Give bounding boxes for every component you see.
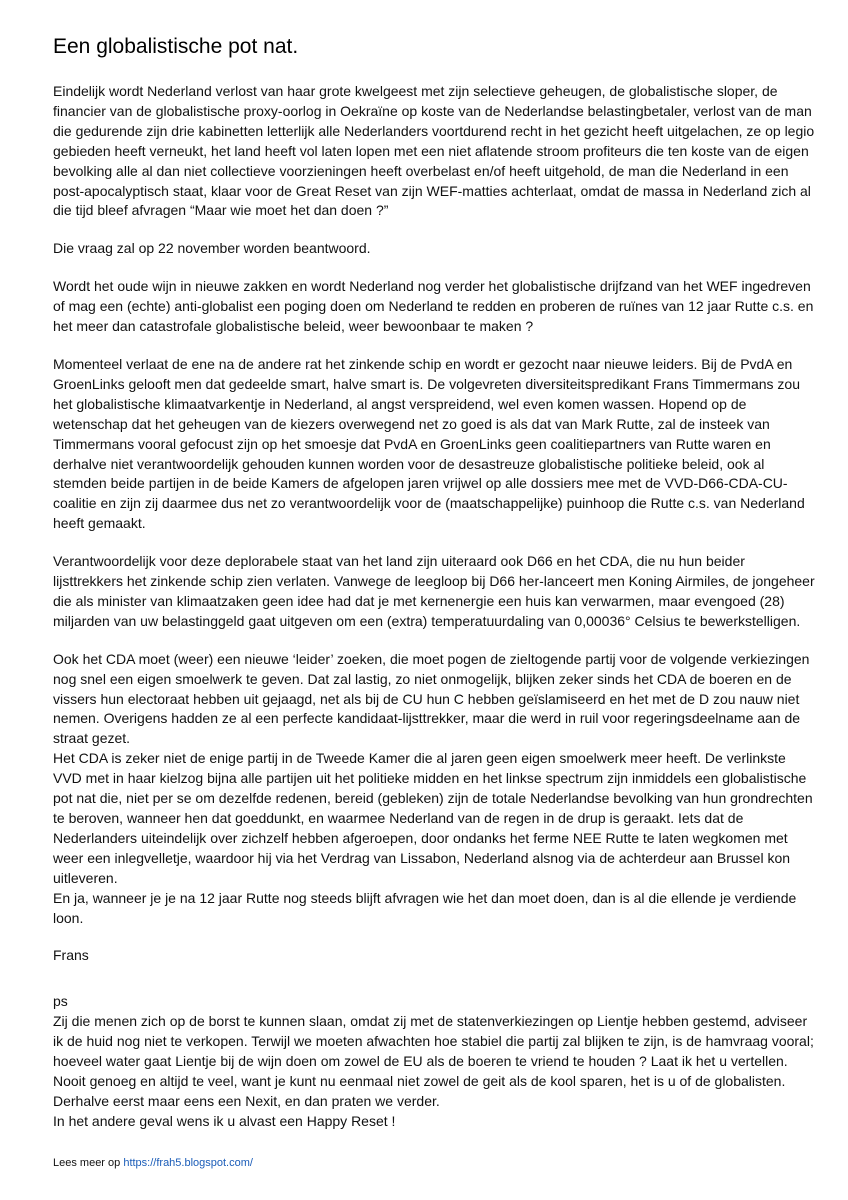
- paragraph-closing: En ja, wanneer je je na 12 jaar Rutte nog steeds blijft afvragen wie het dan moet doen, dan is al die ellende je verdiende loon.: [53, 889, 797, 926]
- paragraph-d66-cda: Verantwoordelijk voor deze deplorabele staat van het land zijn uiteraard ook D66 en het CDA, die nu hun beider lijsttrekkers het zinkende schip zien verlaten. Vanwege de leegloop bij D66 her-lanceert men Koning Airmiles, de jongeheer die als minister van klimaatzaken geen idee had dat je met kernenergie een huis kan verwarmen, maar evengoed (28) miljarden van uw belastinggeld gaat uitgeven om een (extra) temperatuurdaling van 0,00036° Celsius te bewerkstelligen.: [53, 553, 815, 629]
- footer: [53, 1156, 815, 1170]
- paragraph-tweede-kamer: Het CDA is zeker niet de enige partij in de Tweede Kamer die al jaren geen eigen smoelwerk meer heeft. De verlinkste VVD met in haar kielzog bijna alle partijen uit het politieke midden en het linkse spectrum zijn inmiddels een globalistische pot nat die, niet per se om dezelfde redenen, bereid (gebleken) zijn de totale Nederlandse bevolking van hun grondrechten te beroven, wanneer hen dat goeddunkt, en waarmee Nederland van de regen in de drup is geraakt. Iets dat de Nederlanders uiteindelijk over zichzelf hebben afgeroepen, door ondanks het ferme NEE Rutte te laten wegkomen met weer een inlegvelletje, waardoor hij via het Verdrag van Lissabon, Nederland alsnog via de achterdeur aan Brussel kon uitleveren.: [53, 750, 813, 886]
- ps-label: ps: [53, 993, 68, 1010]
- paragraph-intro: Eindelijk wordt Nederland verlost van haar grote kwelgeest met zijn selectieve geheugen, de globalistische sloper, de financier van de globalistische proxy-oorlog in Oekraïne op koste van de Nederlandse belastingbetaler, verlost van de man die gedurende zijn drie kabinetten letterlijk alle Nederlanders voortdurend recht in het gezicht heeft uitgelachen, ze op legio gebieden heeft verneukt, het land heeft vol laten lopen met een niet aflatende stroom profiteurs die ten koste van de eigen bevolking alle al dan niet collectieve voorzieningen heeft overbelast en/of heeft uitgehold, de man die Nederland in een post-apocalyptisch staat, klaar voor de Great Reset van zijn WEF-matties achterlaat, omdat de massa in Nederland zich al die tijd bleef afvragen “Maar wie moet het dan doen ?”: [53, 83, 815, 219]
- paragraph-wef: Wordt het oude wijn in nieuwe zakken en wordt Nederland nog verder het globalistische drijfzand van het WEF ingedreven of mag een (echte) anti-globalist een poging doen om Nederland te redden en proberen de ruïnes van 12 jaar Rutte c.s. en het meer dan catastrofale globalistische beleid, weer bewoonbaar te maken ?: [53, 278, 814, 335]
- signature: Frans: [53, 947, 89, 964]
- footer-prefix: Lees meer op: [53, 1156, 124, 1169]
- blog-link[interactable]: https://frah5.blogspot.com/: [123, 1156, 253, 1169]
- ps-text: Zij die menen zich op de borst te kunnen slaan, omdat zij met de statenverkiezingen op Lientje hebben gestemd, adviseer ik de huid nog niet te verkopen. Terwijl we moeten afwachten hoe stabiel die partij zal blijken te zijn, is de hamvraag vooral; hoeveel water gaat Lientje bij de wijn doen om zowel de EU als de boeren te vriend te houden ? Laat ik het u vertellen. Nooit genoeg en altijd te veel, want je kunt nu eenmaal niet zowel de geit als de kool sparen, het is u of de globalisten. Derhalve eerst maar eens een Nexit, en dan praten we verder.: [53, 1013, 814, 1109]
- paragraph-cda-leader: Ook het CDA moet (weer) een nieuwe ‘leider’ zoeken, die moet pogen de zieltogende partij voor de volgende verkiezingen nog snel een eigen smoelwerk te geven. Dat zal lastig, zo niet onmogelijk, blijken zeker sinds het CDA de boeren en de vissers hun electoraat hebben uit gejaagd, net als bij de CU hun C hebben geïslamiseerd en het met de D zou nauw niet nemen. Overigens hadden ze al een perfecte kandidaat-lijsttrekker, maar die werd in ruil voor regeringsdeelname aan de straat gezet.: [53, 650, 810, 747]
- paragraph-pvda-groenlinks: Momenteel verlaat de ene na de andere rat het zinkende schip en wordt er gezocht naar nieuwe leiders. Bij de PvdA en GroenLinks gelooft men dat gedeelde smart, halve smart is. De volgevreten diversiteitspredikant Frans Timmermans zou het globalistische klimaatvarkentje in Nederland, al angst verspreidend, wel even komen wassen. Hopend op de wetenschap dat het geheugen van de kiezers overwegend net zo goed is als dat van Mark Rutte, zal de insteek van Timmermans vooral gefocust zijn op het smoesje dat PvdA en GroenLinks geen coalitiepartners van Rutte waren en derhalve niet verantwoordelijk gehouden kunnen worden voor de desastreuze globalistische politieke beleid, ook al stemden beide partijen in de beide Kamers de afgelopen jaren vrijwel op alle dossiers mee met de VVD-D66-CDA-CU-coalitie en zijn zij daarmee dus net zo verantwoordelijk voor de (maatschappelijke) puinhoop die Rutte c.s. van Nederland heeft gemaakt.: [53, 355, 805, 532]
- ps-closing: In het andere geval wens ik u alvast een Happy Reset !: [53, 1112, 396, 1129]
- document-page: [53, 34, 815, 1170]
- paragraph-question: Die vraag zal op 22 november worden beantwoord.: [53, 240, 371, 257]
- document-title: Een globalistische pot nat.: [53, 35, 299, 58]
